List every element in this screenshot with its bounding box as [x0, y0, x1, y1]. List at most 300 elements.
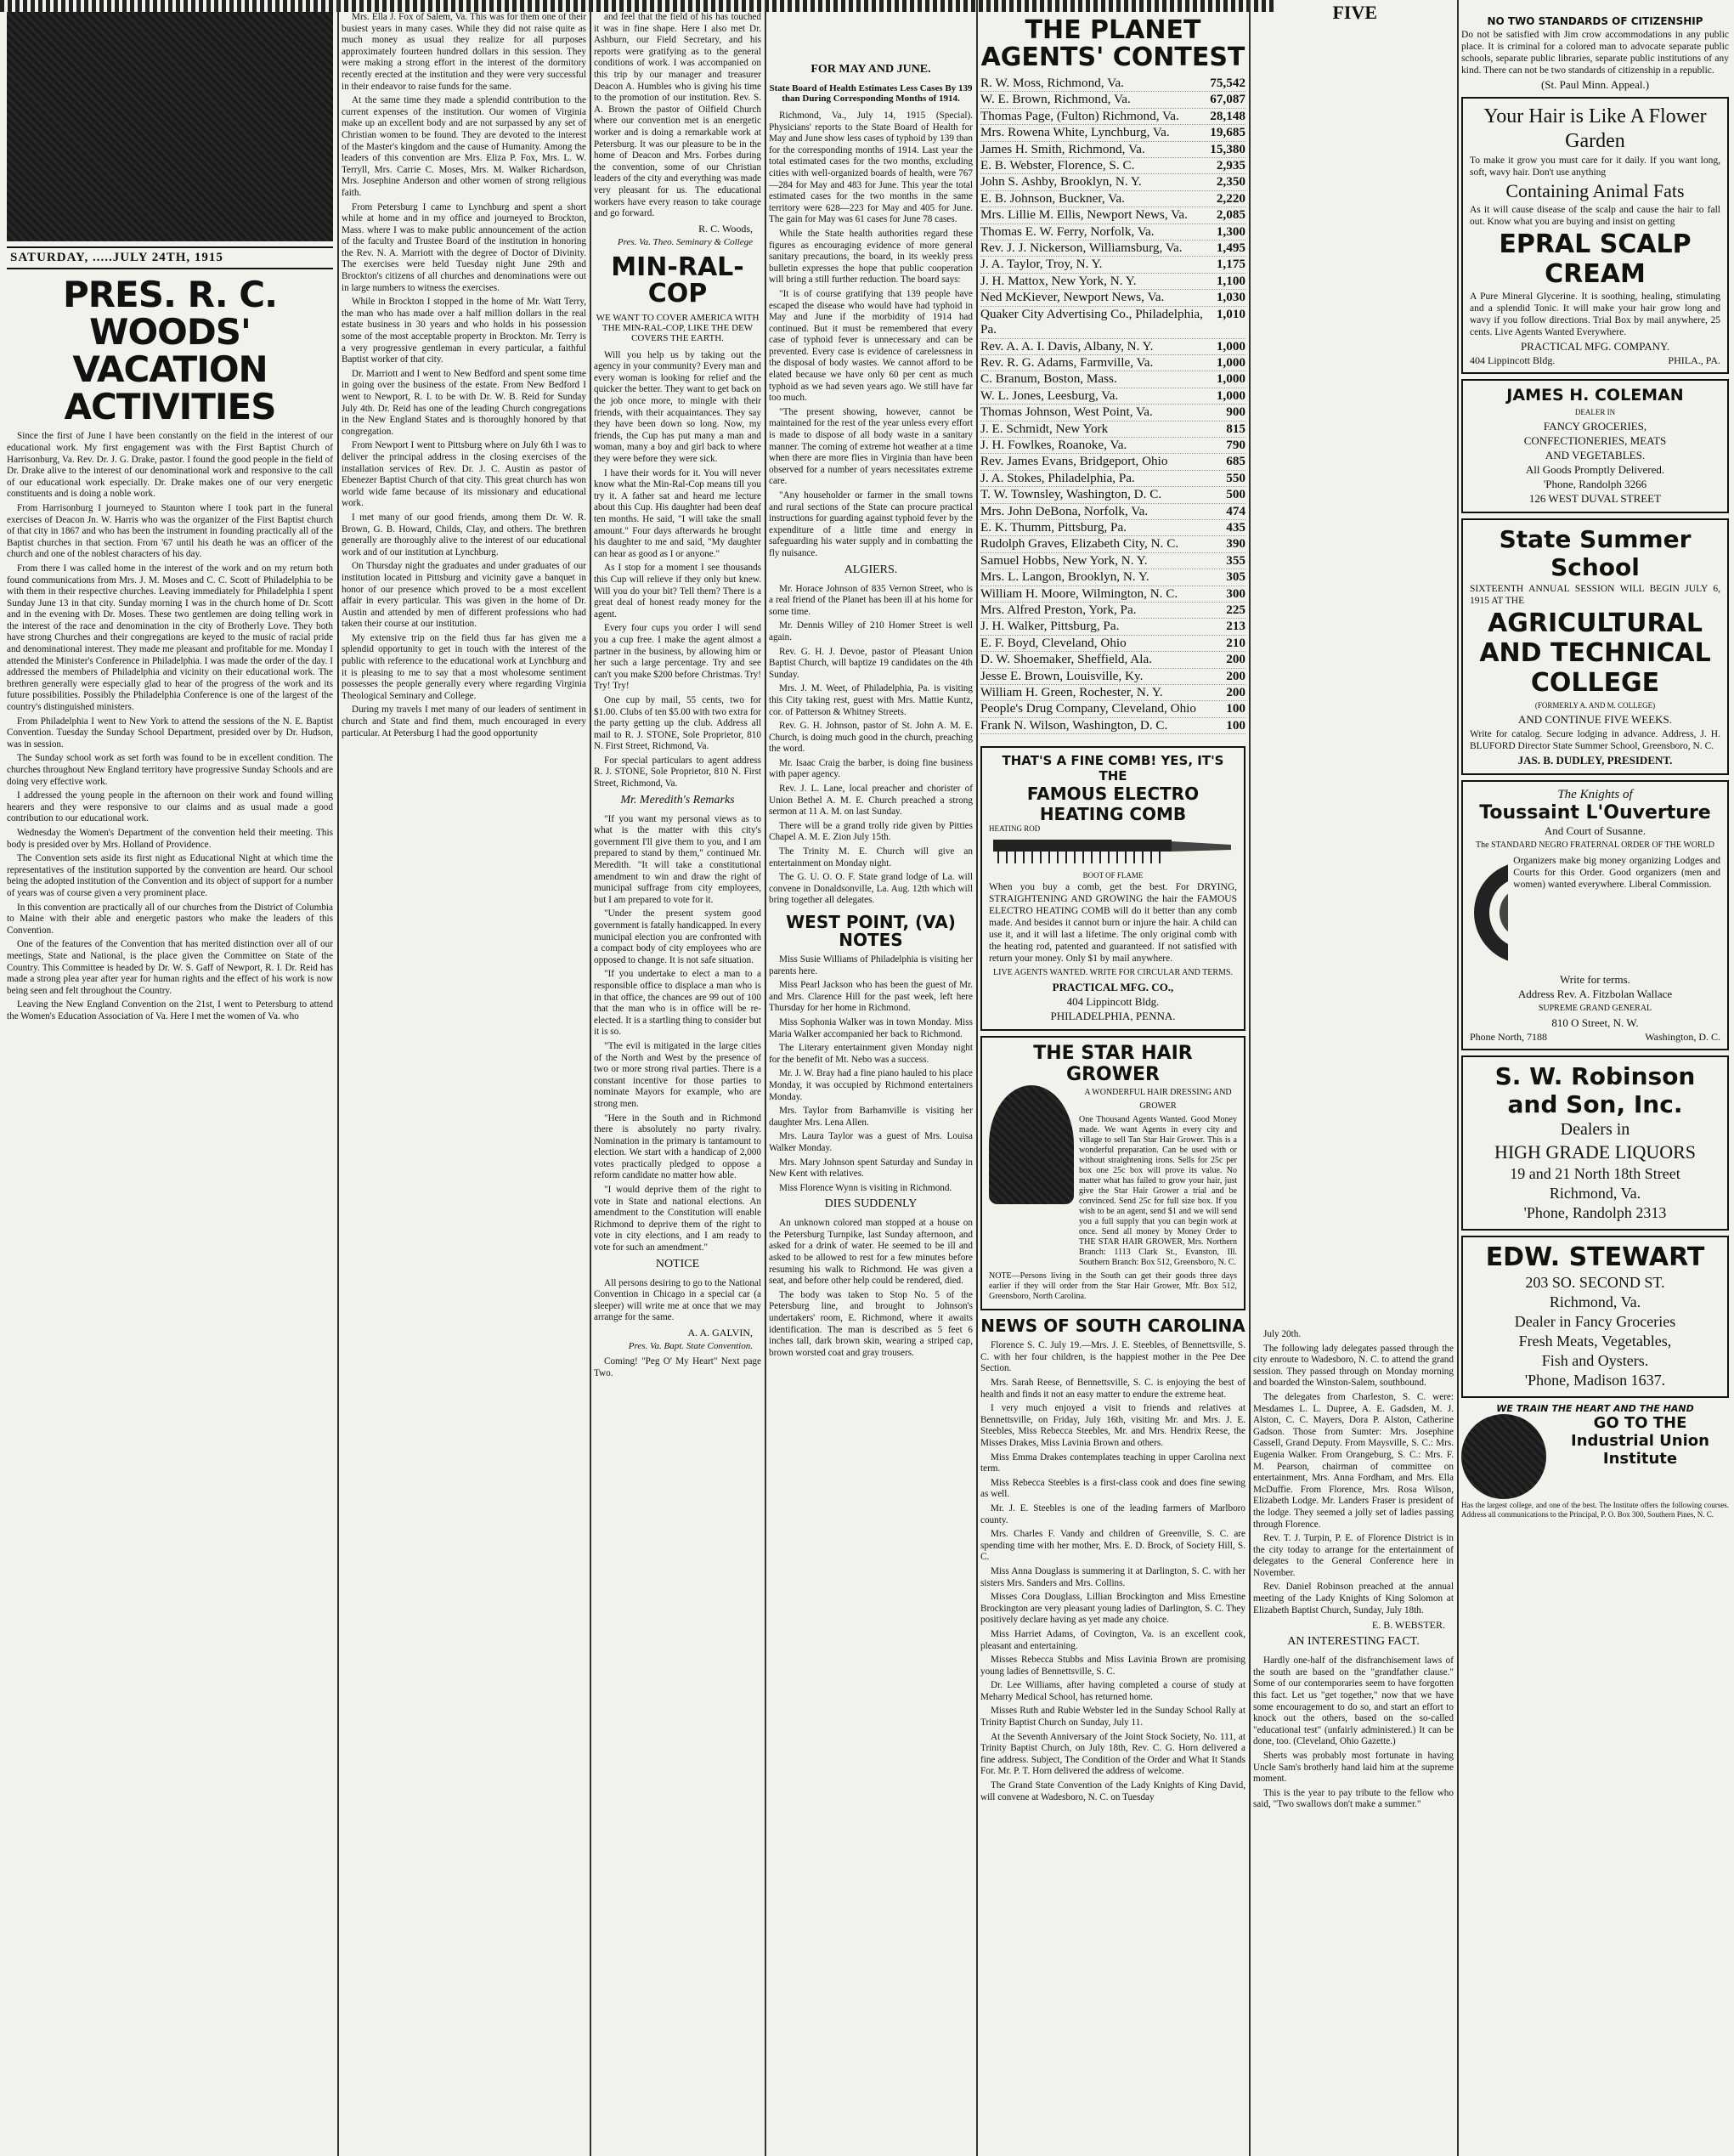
contest-agent: Rudolph Graves, Elizabeth City, N. C. — [980, 536, 1179, 552]
contest-row — [980, 191, 1245, 207]
contest-votes: 355 — [1226, 552, 1245, 568]
news-item: Rev. G. H. J. Devoe, pastor of Pleasant Union Baptist Church, will baptize 19 candidates on the 4th Sunday. — [769, 646, 973, 680]
contest-votes: 75,542 — [1210, 76, 1245, 90]
news-item: The Grand State Convention of the Lady Knights of King David, will convene at Wadesboro, N. C. on Tuesday — [980, 1780, 1245, 1802]
contest-agent: J. H. Mattox, New York, N. Y. — [980, 273, 1137, 288]
contest-row — [980, 569, 1245, 586]
paragraph: "If you want my personal views as to what is the matter with this city's government I'll give them to you, and I am prepared to stand by them," continued Mr. Meredith. "It will take a constitutional amendment to win and draw the right of municipal suffrage from city employees, but I am prepared to vote for it. — [594, 813, 761, 905]
contest-agent: Ned McKiever, Newport News, Va. — [980, 290, 1165, 305]
knight-emblem-icon — [1470, 853, 1508, 972]
star-sub: A WONDERFUL HAIR DRESSING AND GROWER — [1084, 1088, 1232, 1112]
hair-head2: Garden — [1565, 130, 1625, 152]
contest-votes: 1,100 — [1216, 273, 1245, 288]
comb-label2: BOOT OF FLAME — [1082, 871, 1144, 880]
typhoid-body — [769, 110, 973, 560]
contest-agent: E. K. Thumm, Pittsburg, Pa. — [980, 519, 1127, 535]
coleman-l3: AND VEGETABLES. — [1545, 449, 1646, 461]
summer-head: State Summer School — [1499, 525, 1692, 581]
dies-head: DIES SUDDENLY — [824, 1197, 918, 1211]
contest-votes: 2,935 — [1216, 158, 1245, 173]
contest-row — [980, 307, 1245, 339]
contest-votes: 100 — [1226, 717, 1245, 733]
paragraph: As I stop for a moment I see thousands this Cup will relieve if they only but knew. Will you do your bit? Tell them? There is a great deal of honest ready money for the agent. — [594, 563, 761, 620]
typhoid-sub: State Board of Health Estimates Less Cases By 139 than During Corresponding Months of 1914. — [769, 83, 973, 104]
contest-agent: James H. Smith, Richmond, Va. — [980, 141, 1145, 156]
stewart-city: Richmond, Va. — [1549, 1293, 1641, 1310]
news-item: Mr. Dennis Willey of 210 Homer Street is well again. — [769, 620, 973, 642]
train-head: WE TRAIN THE HEART AND THE HAND — [1496, 1403, 1694, 1414]
news-item: Miss Emma Drakes contemplates teaching in upper Carolina next term. — [980, 1451, 1245, 1474]
stewart-address: 203 SO. SECOND ST. — [1525, 1274, 1665, 1291]
news-item: The following lady delegates passed through the city enroute to Wadesboro, N. C. to attend the grand session. They passed through on Monday morning and boarded the Winston-Salem, southbound. — [1253, 1343, 1454, 1389]
coleman-name: JAMES H. COLEMAN — [1506, 386, 1684, 405]
std-source: (St. Paul Minn. Appeal.) — [1540, 78, 1650, 91]
article-woods-body — [7, 431, 333, 1022]
contest-agent: William H. Moore, Wilmington, N. C. — [980, 586, 1178, 601]
contest-agent: R. W. Moss, Richmond, Va. — [980, 76, 1124, 90]
contest-row — [980, 290, 1245, 306]
column-4 — [769, 12, 973, 1361]
comb-text: When you buy a comb, get the best. For DRYING, STRAIGHTENING AND GROWING the hair the FAMOUS ELECTRO HEATING COMB will do it better than any comb made. And besides it cannot burn or injure the hair. A child can use it, and it will last a lifetime. The only original comb with the heating rod, patented and guaranteed. If not satisfied with return your money. Only $1 by mail anywhere. — [989, 882, 1237, 965]
paragraph: "Under the present system good government is fatally handicapped. In every municipal election you are confronted with a compact body of city employees who are opposed to change. It is not safe situation. — [594, 908, 761, 965]
hair-head3: Containing Animal Fats — [1505, 180, 1685, 201]
contest-row — [980, 174, 1245, 190]
nsc-continued — [1253, 1329, 1454, 1616]
contest-votes: 2,085 — [1216, 207, 1245, 223]
news-item: The Trinity M. E. Church will give an entertainment on Monday night. — [769, 846, 973, 869]
notice-sig: A. A. GALVIN, — [687, 1327, 753, 1338]
contest-row — [980, 586, 1245, 603]
minralcop-body — [594, 350, 761, 790]
contest-votes: 1,300 — [1216, 224, 1245, 239]
contest-row — [980, 603, 1245, 619]
contest-agent: J. A. Taylor, Troy, N. Y. — [980, 257, 1103, 272]
news-item: Rev. J. L. Lane, local preacher and chorister of Union Bethel A. M. E. Church preached a strong sermon at 11 A. M. on last Sunday. — [769, 784, 973, 818]
news-item: Miss Anna Douglass is summering it at Darlington, S. C. with her sisters Mrs. Sanders and Mrs. Collins. — [980, 1565, 1245, 1588]
contest-votes: 1,000 — [1216, 371, 1245, 387]
news-item: July 20th. — [1263, 1329, 1302, 1339]
paragraph: From Petersburg I came to Lynchburg and spent a short while at home and in my office and journeyed to Brockton, Mass. where I was to make public announcement of the action of the faculty and Trustee Board of the institution in honoring the Rev. N. A. Marriott with the degree of Doctor of Divinity. The exercises were held Tuesday night June 29th and Brockton's citizens of all churches and denominations were out in large numbers to witness the exercises. — [342, 201, 586, 293]
news-item: The G. U. O. O. F. State grand lodge of La. will convene in Donaldsonville, La. Aug. 12th which will bring together all delegates. — [769, 872, 973, 906]
paragraph: From there I was called home in the interest of the work and on my return both found communications from Mrs. J. M. Moses and C. C. Scott of Philadelphia to be with them in their respective churches. Leaving immediately for Philadelphia I spent Sunday June 13 in that city. Sunday morning I was in the church home of Dr. Scott and in the evening with Dr. Moses. These two gentlemen are doing telling work in the interest of the race and denomination in the city of Brotherly Love. They both have strong Churches and their congregations are keyed to the music of racial pride and denominational interest. They made me pleasant and profitable for me. Monday I attended the Minister's Conference in Philadelphia. I was made the order of the day. I addressed the members of Philadelphia and vicinity on their educational work. The brethren generally were especially glad to hear of the progress of the work and its future possibilities. Possibly the Philadelphia Conference is one of the largest of the country's distinguished ministers. — [7, 563, 333, 713]
contest-agent: Rev. R. G. Adams, Farmville, Va. — [980, 354, 1154, 370]
robinson-name: S. W. Robinson and Son, Inc. — [1494, 1062, 1696, 1118]
contest-agent: J. H. Fowlkes, Roanoke, Va. — [980, 437, 1127, 452]
contest-row — [980, 158, 1245, 174]
signature-title: Pres. Va. Theo. Seminary & College — [617, 236, 753, 247]
contest-votes: 685 — [1226, 454, 1245, 469]
nsc-body — [980, 1340, 1245, 1803]
contest-agent: E. B. Webster, Florence, S. C. — [980, 158, 1135, 173]
coleman-l4: All Goods Promptly Delivered. — [1525, 463, 1665, 476]
knights-write: Write for terms. — [1560, 973, 1630, 986]
ham-text: Sherts was probably most fortunate in having Uncle Sam's brotherly hand laid him at the supreme moment. — [1253, 1751, 1454, 1785]
contest-agent: Quaker City Advertising Co., Philadelphia, Pa. — [980, 306, 1203, 337]
contest-row — [980, 422, 1245, 438]
paragraph: Wednesday the Women's Department of the convention held their meeting. This body is presided over by Mrs. Holland of Providence. — [7, 827, 333, 850]
std-text: Do not be satisfied with Jim crow accommodations in any public place. It is criminal for a colored man to advocate separate public schools, separate public libraries, separate public institutions of any kind. There can not be two standards of citizenship in a republic. — [1461, 30, 1729, 76]
stewart-phone: 'Phone, Madison 1637. — [1524, 1372, 1666, 1389]
nsc-sig: E. B. WEBSTER. — [1371, 1619, 1445, 1632]
paragraph: I have their words for it. You will never know what the Min-Ral-Cop means till you try it. A father sat and heard me lecture about this Cup. His daughter had been deaf ten months. He said, "I will take the small amount." Four days afterwards he brought his daughter to me and said, "My daughter can hear as good as I or anyone." — [594, 467, 761, 559]
news-item: Mrs. J. M. Weet, of Philadelphia, Pa. is visiting this City taking rest, guest with Mrs. Mattie Kuntz, cor. of Patterson & Whitney Streets. — [769, 683, 973, 717]
star-head: THE STAR HAIR GROWER — [1033, 1043, 1193, 1086]
contest-votes: 435 — [1226, 519, 1245, 535]
epral-ad — [1461, 97, 1729, 374]
column-rule — [765, 0, 766, 2156]
news-item: Rev. T. J. Turpin, P. E. of Florence District is in the city today to arrange for the entertainment of delegates to the General Conference here in November. — [1253, 1533, 1454, 1578]
news-item: Miss Susie Williams of Philadelphia is visiting her parents here. — [769, 954, 973, 976]
robinson-l4: Richmond, Va. — [1549, 1185, 1641, 1202]
knights-text: Organizers make big money organizing Lodges and Courts for this Order. Good organizers (men and women) wanted everywhere. Liberal Commission. — [1513, 856, 1720, 890]
summer-college: AGRICULTURAL AND TECHNICAL COLLEGE — [1479, 608, 1711, 698]
dateline: SATURDAY, .....JULY 24TH, 1915 — [7, 246, 333, 269]
contest-votes: 474 — [1226, 503, 1245, 518]
news-item: There will be a grand trolly ride given by Pitties Chapel A. M. E. Zion July 15th. — [769, 820, 973, 843]
knights-address: Address Rev. A. Fitzbolan Wallace — [1517, 987, 1673, 1000]
column-3 — [594, 12, 761, 1382]
epral-city: PHILA., PA. — [1668, 354, 1720, 366]
contest-agent: Rev. A. A. I. Davis, Albany, N. Y. — [980, 338, 1154, 354]
robinson-l1: Dealers in — [1560, 1120, 1630, 1139]
column-2 — [342, 12, 586, 742]
robinson-l2: HIGH GRADE LIQUORS — [1494, 1141, 1697, 1163]
paragraph: From Philadelphia I went to New York to attend the sessions of the N. E. Baptist Convention. Tuesday the Sunday School Department, presided over by Dr. Hudson, was in session. — [7, 716, 333, 750]
hair-text2: As it will cause disease of the scalp and cause the hair to fall out. Know what you are buying and insist on getting — [1470, 205, 1720, 227]
dies-body — [769, 1218, 973, 1359]
knights-name: Toussaint L'Ouverture — [1479, 802, 1711, 823]
paragraph: In this convention are practically all of our churches from the District of Columbia to Maine with their able and energetic pastors who make the leaders of this Convention. — [7, 902, 333, 936]
contest-votes: 1,175 — [1216, 257, 1245, 272]
hand-heart-icon — [1461, 1414, 1546, 1499]
contest-agent: Samuel Hobbs, New York, N. Y. — [980, 552, 1148, 568]
news-item: Mr. J. E. Steebles is one of the leading farmers of Marlboro county. — [980, 1502, 1245, 1525]
paragraph: At the same time they made a splendid contribution to the current expenses of the institution. Our women of Virginia make up an excellent body and are not surpassed by any set of Christian women to be found. They are devoted to the interest of the Master's kingdom and the cause of Humanity. Among the leaders of this convention are Mrs. Eliza P. Fox, Mrs. L. W. Terryll, Mrs. Carrie C. Moses, Mrs. M. Walker Richardson, Mrs. Josephine Anderson and other women of strong religious faith. — [342, 95, 586, 198]
contest-row — [980, 652, 1245, 668]
coleman-l1: FANCY GROCERIES, — [1543, 420, 1647, 433]
minralcop-sub: WE WANT TO COVER AMERICA WITH THE MIN-RAL-COP, LIKE THE DEW COVERS THE EARTH. — [596, 312, 760, 343]
contest-agent: People's Drug Company, Cleveland, Ohio — [980, 701, 1196, 716]
page-number: FIVE — [1332, 2, 1377, 23]
star-text: One Thousand Agents Wanted. Good Money made. We want Agents in every city and village to sell Tan Star Hair Grower. This is a wonderful preparation. Can be used with or without straightening irons. Sells for 25c per box one 25c box will prove its value. No matter what has failed to grow your hair, just give the Star Hair Grower a trial and be convinced. Send 25c for full size box. If you wish to be an agent, send $1 and we will send you a full supply that you can begin work at once. Send all money by Money Order to THE STAR HAIR GROWER, Mrs. Northern Branch: 1113 Clark St., Evanston, Ill. Southern Branch: Box 512, Greensboro, N. C. — [1079, 1115, 1237, 1268]
westpoint-head: WEST POINT, (VA) NOTES — [786, 912, 956, 950]
knights-street: 810 O Street, N. W. — [1551, 1016, 1639, 1029]
news-item: Mr. Horace Johnson of 835 Vernon Street, who is a real friend of the Planet has been ill at his home for some time. — [769, 583, 973, 617]
knights-l2: And Court of Susanne. — [1544, 824, 1646, 837]
contest-row — [980, 438, 1245, 454]
meredith-head: Mr. Meredith's Remarks — [620, 793, 735, 806]
contest-agent: Thomas E. W. Ferry, Norfolk, Va. — [980, 224, 1155, 239]
contest-row — [980, 405, 1245, 421]
contest-row — [980, 471, 1245, 487]
contest-row — [980, 636, 1245, 652]
contest-votes: 1,030 — [1216, 290, 1245, 305]
contest-row — [980, 685, 1245, 701]
epral-address: 404 Lippincott Bldg. — [1470, 354, 1556, 366]
contest-agent: Mrs. Lillie M. Ellis, Newport News, Va. — [980, 207, 1188, 223]
contest-agent: Thomas Page, (Fulton) Richmond, Va. — [980, 108, 1179, 123]
train-name: Industrial Union Institute — [1571, 1432, 1709, 1468]
contest-row — [980, 76, 1245, 92]
contest-row — [980, 257, 1245, 273]
paragraph: Since the first of June I have been constantly on the field in the interest of our educational work. My first engagement was with the First Baptist Church of Harrisonburg, Va. Rev. Dr. J. G. Drake, pastor. I found the good people in the field of Dr. Drake alive to the interest of our denominational work and responsive to the call of our educational work especially. Dr. Drake makes one of our very energetic constituents and is doing a noble work. — [7, 431, 333, 500]
contest-votes: 213 — [1226, 619, 1245, 634]
paragraph: Leaving the New England Convention on the 21st, I went to Petersburg to attend the Women's Education Association of Va. Here I met the women of Va. who — [7, 999, 333, 1021]
paragraph: "If you undertake to elect a man to a responsible office to displace a man who is in that office, the chances are 99 out of 100 that the man who is in office will be re-elected. It is a startling thing to consider but it is so. — [594, 969, 761, 1038]
paragraph: "The evil is mitigated in the large cities of the North and West by the presence of two or more strong rival parties. There is a constant incentive for those parties to nominate Mayors for example, who are strong men. — [594, 1040, 761, 1109]
article-woods-end — [594, 12, 761, 220]
news-item: Rev. Daniel Robinson preached at the annual meeting of the Lady Knights of King Solomon at Elizabeth Baptist Church, Sunday, July 18th. — [1253, 1582, 1454, 1616]
contest-row — [980, 669, 1245, 685]
coleman-ad — [1461, 379, 1729, 513]
news-item: Dr. Lee Williams, after having completed a course of study at Meharry Medical School, has returned home. — [980, 1680, 1245, 1702]
contest-agent: J. A. Stokes, Philadelphia, Pa. — [980, 470, 1135, 485]
summer-former: (FORMERLY A. AND M. COLLEGE) — [1534, 701, 1656, 710]
contest-votes: 815 — [1226, 421, 1245, 436]
contest-row — [980, 536, 1245, 552]
epral-company: PRACTICAL MFG. COMPANY. — [1520, 340, 1670, 353]
stewart-ad — [1461, 1236, 1729, 1398]
paragraph: On Thursday night the graduates and under graduates of our institution located in Pittsburg and vicinity gave a banquet in honor of our presence which proved to be a most excellent affair in every particular. This was given in the home of Dr. Austin and attended by men of different professions who had taken their course at our institution. — [342, 561, 586, 630]
star-note: NOTE—Persons living in the South can get their goods three days earlier if they will order from the Star Hair Grower, Mfr. Box 512, Greensboro, North Carolina. — [989, 1271, 1237, 1302]
paragraph: One of the features of the Convention that has merited distinction over all of our meetings, State and National, is the place given the Committee on State of the Country. This Committee is headed by Dr. W. S. Gaff of Newport, R. I. Dr. Reid has made a strong plea year after year for human rights and the effect of his work is now being seen and felt throughout the Country. — [7, 939, 333, 996]
contest-agent: Frank N. Wilson, Washington, D. C. — [980, 717, 1168, 733]
train-go: GO TO THE — [1593, 1414, 1687, 1432]
paragraph: "I would deprive them of the right to vote in State and national elections. An amendment to the Constitution will enable Richmond to deprive them of the right to vote in city elections, and I am ready to vote for such an amendment." — [594, 1185, 761, 1253]
knights-l1: The Knights of — [1557, 788, 1633, 801]
notice-text: All persons desiring to go to the National Convention in Chicago in a special car (a sleeper) will write me at once that we may arrange for the same. — [594, 1277, 761, 1323]
contest-votes: 200 — [1226, 652, 1245, 667]
contest-votes: 1,000 — [1216, 354, 1245, 370]
contest-agent: W. L. Jones, Leesburg, Va. — [980, 388, 1119, 403]
coleman-phone: 'Phone, Randolph 3266 — [1543, 478, 1647, 490]
std-head: NO TWO STANDARDS OF CITIZENSHIP — [1487, 15, 1703, 27]
paragraph: Richmond, Va., July 14, 1915 (Special). Physicians' reports to the State Board of Health for May and June show less cases of typhoid by 139 than for the corresponding months of 1914. Last year the total estimated cases for the two months, excluding cities with well-organized boards of health, were 767—284 for May and 483 for June. This year the total estimated cases for the two months in the same territory were 628—223 for May and 405 for June. The gain for May was 61 cases for June 78 cases. — [769, 110, 973, 225]
algiers-body — [769, 584, 973, 907]
hair-text: To make it grow you must care for it daily. If you want long, soft, wavy hair. Don't use anything — [1470, 156, 1720, 178]
news-item: Mrs. Laura Taylor was a guest of Mrs. Louisa Walker Monday. — [769, 1131, 973, 1153]
coleman-address: 126 WEST DUVAL STREET — [1528, 492, 1662, 505]
contest-row — [980, 718, 1245, 734]
contest-row — [980, 504, 1245, 520]
paragraph: From Harrisonburg I journeyed to Staunton where I took part in the funeral exercises of Deacon Jn. W. Harris who was the organizer of the First Baptist church of that city in 1867 and who has been the instrument in founding practically all of the Baptist churches in that section. From '67 until his death he was an officer of the church and one of the noblest characters of his day. — [7, 502, 333, 560]
contest-votes: 300 — [1226, 586, 1245, 601]
typhoid-head: FOR MAY AND JUNE. — [811, 63, 931, 76]
headline-woods: PRES. R. C. WOODS' VACATION ACTIVITIES — [62, 274, 278, 428]
robinson-l3: 19 and 21 North 18th Street — [1510, 1165, 1680, 1182]
comb-city: PHILADELPHIA, PENNA. — [1050, 1010, 1176, 1023]
paragraph: The Convention sets aside its first night as Educational Night at which time the representatives of the institution supported by the convention are heard. Our school being the adopted institution of the Convention and its object of support for a number of years was of course given a very prominent place. — [7, 853, 333, 898]
headline-minralcop: MIN-RAL-COP — [611, 252, 744, 309]
paragraph: During my travels I met many of our leaders of sentiment in church and State and find them, much encouraged in every particular. At Petersburg I had the good opportunity — [342, 705, 586, 738]
contest-votes: 200 — [1226, 668, 1245, 683]
comb-head2: FAMOUS ELECTRO HEATING COMB — [1026, 784, 1200, 825]
coming-note: Coming! "Peg O' My Heart" Next page Two. — [594, 1356, 761, 1378]
contest-row — [980, 520, 1245, 536]
paragraph: "It is of course gratifying that 139 people have escaped the disease who would have had typhoid in May and June if the morbidity of 1914 had continued. But it must be remembered that every case of typhoid fever is unnecessary and can be prevented. Every case is evidence of carelessness in the disposal of body wastes. We cannot afford to be elated because we have only 60 per cent as much typhoid as we had seven years ago. We still have far too much. — [769, 288, 973, 404]
contest-votes: 305 — [1226, 569, 1245, 585]
column-rule — [1457, 0, 1459, 2156]
knights-phone: Phone North, 7188 — [1470, 1031, 1547, 1043]
paragraph: Dr. Marriott and I went to New Bedford and spent some time in going over the business of the estate. From New Bedford I went to Newport, R. I. to be with Dr. W. B. Reid for Sunday July 4th. Dr. Reid has one of the leading Church congregations in the New England States and is thoroughly honored by that congregation. — [342, 368, 586, 437]
meredith-body — [594, 814, 761, 1254]
portrait-photo — [7, 12, 333, 241]
news-item: Misses Ruth and Rubie Webster led in the Sunday School Rally at Trinity Baptist Church on Sunday, July 11. — [980, 1706, 1245, 1729]
contest-row — [980, 109, 1245, 125]
news-item: Miss Harriet Adams, of Covington, Va. is an excellent cook, pleasant and entertaining. — [980, 1628, 1245, 1651]
contest-agent: Rev. J. J. Nickerson, Williamsburg, Va. — [980, 240, 1183, 256]
contest-votes: 210 — [1226, 635, 1245, 650]
paragraph: "The present showing, however, cannot be maintained for the rest of the year unless every effort is made to dispose of all body waste in a sanitary manner. The coming of extreme hot weather at a time when there are more flies in Virginia than have been observed for a number of years necessitates extreme care. — [769, 406, 973, 487]
news-item: At the Seventh Anniversary of the Joint Stock Society, No. 111, at Trinity Baptist Church, on July 18th, Rev. C. G. Horn delivered a fine address. Subject, The Condition of the Order and What It Stands For. Mr. P. T. Horn delivered the address of welcome. — [980, 1731, 1245, 1777]
contest-row — [980, 92, 1245, 108]
paragraph: From Newport I went to Pittsburg where on July 6th I was to deliver the principal address in the closing exercises of the installation services of Rev. Dr. J. C. Austin as pastor of Ebenezer Baptist Church of that city. This great church has won world wide fame because of its missionary and educational work. — [342, 440, 586, 509]
news-item: I very much enjoyed a visit to friends and relatives at Bennettsville, on Friday, July 16th, visiting Mr. and Mrs. J. E. Steebles, Miss Rebecca Steebles, Mr. and Mrs. Hendrix Reese, the Misses Drakes, Miss Lavinia Brown and others. — [980, 1403, 1245, 1448]
contest-row — [980, 224, 1245, 240]
interesting-text: Hardly one-half of the disfranchisement laws of the south are based on the "grandfather clause." Some of our contemporaries seem to have forgotten this fact. Let us "get together," now that we have some encouragement to do so, and start an effort to knock out the others, based on the so-called "educational test" (unfairly administered.) It can be done, too. (Cleveland, Ohio Gazette.) — [1253, 1655, 1454, 1747]
contest-votes: 2,350 — [1216, 174, 1245, 190]
comb-head1: THAT'S A FINE COMB! YES, IT'S THE — [1002, 753, 1224, 784]
contest-votes: 225 — [1226, 603, 1245, 617]
news-item: The delegates from Charleston, S. C. were: Mesdames L. L. Dupree, A. E. Gadsden, M. J. Alston, C. C. Mayers, Dora P. Alston, Catherine Gadson. Those from Sumter: Mrs. Josephine Cassell, Grand Deputy. From Maysville, S. C.: Mrs. Eugenia Walker. From Orangeburg, S. C.: Mrs. F. M. Pearson, chairman of committee on entertainment, Mrs. Anna Fordham, and Mrs. Ella McDuffie. From Florence, Mrs. Rosa Wilson, Elizabeth Lodge. Mr. Landers Fraser is president of the lodge. They seemed a jolly set of ladies passing through Florence. — [1253, 1391, 1454, 1530]
contest-votes: 1,000 — [1216, 388, 1245, 403]
contest-agent: D. W. Shoemaker, Sheffield, Ala. — [980, 652, 1153, 667]
woman-silhouette-icon — [989, 1085, 1074, 1204]
summer-text: Write for catalog. Secure lodging in advance. Address, J. H. BLUFORD Director State Summer School, Greensboro, N. C. — [1470, 729, 1720, 751]
paragraph: I met many of our good friends, among them Dr. W. R. Brown, G. B. Howard, Childs, Clay, and others. The brethren generally are thoroughly alive to the interest of our educational work and of our institution at Lynchburg. — [342, 512, 586, 557]
news-item: Mrs. Mary Johnson spent Saturday and Sunday in New Kent with relatives. — [769, 1157, 973, 1180]
contest-votes: 200 — [1226, 685, 1245, 700]
comb-company: PRACTICAL MFG. CO., — [1052, 981, 1174, 994]
news-item: Miss Florence Wynn is visiting in Richmond. — [779, 1182, 952, 1193]
westpoint-body — [769, 954, 973, 1194]
news-item: Mrs. Sarah Reese, of Bennettsville, S. C. is enjoying the best of health and finds it not an easy matter to endure the extreme heat. — [980, 1378, 1245, 1400]
article-woods-continued — [342, 12, 586, 739]
stewart-l3: Fish and Oysters. — [1541, 1352, 1649, 1369]
contest-row — [980, 553, 1245, 569]
hair-head1: Your Hair is Like A Flower — [1483, 105, 1707, 127]
news-item: Misses Cora Douglass, Lillian Brockington and Miss Ernestine Brockington are very pleasant young ladies of Darlington, S. C. They positively declare having as yet made any choice. — [980, 1592, 1245, 1626]
summer-sub: SIXTEENTH ANNUAL SESSION WILL BEGIN JULY 6, 1915 AT THE — [1470, 584, 1720, 606]
contest-votes: 15,380 — [1210, 141, 1245, 156]
column-rule — [976, 0, 978, 2156]
contest-votes: 100 — [1226, 701, 1245, 716]
comb-agents: LIVE AGENTS WANTED. WRITE FOR CIRCULAR AND TERMS. — [993, 968, 1233, 978]
stewart-l2: Fresh Meats, Vegetables, — [1518, 1333, 1672, 1350]
contest-votes: 1,010 — [1216, 306, 1245, 321]
contest-row — [980, 240, 1245, 257]
summer-sig: JAS. B. DUDLEY, PRESIDENT. — [1517, 754, 1673, 767]
column-rule — [590, 0, 591, 2156]
epral-text: A Pure Mineral Glycerine. It is soothing, healing, stimulating and a splendid Tonic. It will make your hair grow long and wavy if you follow directions. Trial Box by mail anywhere, 25 cents. Live Agents Wanted Everywhere. — [1470, 291, 1720, 337]
column-rule — [337, 0, 339, 2156]
contest-votes: 900 — [1226, 405, 1245, 420]
news-item: The Literary entertainment given Monday night for the benefit of Mt. Nebo was a success. — [769, 1043, 973, 1065]
contest-agent: E. B. Johnson, Buckner, Va. — [980, 190, 1125, 206]
robinson-ad — [1461, 1055, 1729, 1231]
contest-agent: T. W. Townsley, Washington, D. C. — [980, 487, 1162, 502]
contest-row — [980, 274, 1245, 290]
contest-votes: 390 — [1226, 536, 1245, 552]
nsc-head: NEWS OF SOUTH CAROLINA — [980, 1316, 1245, 1337]
paragraph: The Sunday school work as set forth was found to be in excellent condition. The churches throughout New England territory have progressive Sunday Schools and are doing very effective work. — [7, 753, 333, 787]
epral-head: EPRAL SCALP CREAM — [1499, 229, 1692, 289]
algiers-head: ALGIERS. — [844, 563, 898, 576]
news-item: Mr. J. W. Bray had a fine piano hauled to his place Monday, it was occupied by Richmond entertainers Monday. — [769, 1068, 973, 1102]
ham-text2: This is the year to pay tribute to the fellow who said, "Two swallows don't make a summer." — [1253, 1787, 1454, 1810]
contest-votes: 19,685 — [1210, 125, 1245, 140]
contest-row — [980, 339, 1245, 355]
contest-votes: 67,087 — [1210, 92, 1245, 107]
contest-row — [980, 207, 1245, 224]
paragraph: and feel that the field of his has touched it was in fine shape. Here I also met Dr. Ashburn, our Field Secretary, and his reports were gratifying as to the general conditions of work. I was accompanied on this trip by our manager and treasurer Deacon A. Humbles who is giving his time to the promotion of our institution. Rev. S. A. Brown the pastor of Oilfield Church where our convention met is an energetic worker and is doing a remarkable work at Petersburg. It was our pleasure to be in the home of Deacon and Mrs. Forbes during the convention, some of our Christian leaders of the city and everything was made very pleasant for us. The educational workers have every reason to take courage and go forward. — [594, 12, 761, 219]
news-item: Mrs. Charles F. Vandy and children of Greenville, S. C. are spending time with her mother, Mrs. E. D. Brock, of Society Hill, S. C. — [980, 1529, 1245, 1563]
contest-row — [980, 487, 1245, 503]
contest-agent: J. H. Walker, Pittsburg, Pa. — [980, 619, 1120, 634]
paragraph: While in Brockton I stopped in the home of Mr. Watt Terry, the man who has made over a half million dollars in the real estate business in 30 years and who holds in his possession some of the most acceptable property in Brockton. Mr. Terry is a very progressive gentleman in every particular, a faithful Baptist worker of that city. — [342, 297, 586, 365]
contest-agent: E. F. Boyd, Cleveland, Ohio — [980, 635, 1127, 650]
contest-votes: 500 — [1226, 487, 1245, 502]
contest-row — [980, 388, 1245, 405]
paragraph: I addressed the young people in the afternoon on their work and found willing hearers and they were responsive to our claims and as usual made a good contribution to our educational work. — [7, 790, 333, 824]
knights-city: Washington, D. C. — [1645, 1031, 1720, 1043]
contest-row — [980, 142, 1245, 158]
paragraph: The body was taken to Stop No. 5 of the Petersburg line, and brought to Johnson's undertakers' room, E. Richmond, where it awaits identification. The man is described as 5 feet 6 inches tall, dark brown skin, wearing a striped cap, brown worsted coat and gray trousers. — [769, 1289, 973, 1358]
paragraph: While the State health authorities regard these figures as encouraging evidence of more general sanitary precautions, the board, in its weekly press bulletin expresses the hope that public cooperation will bring a still further reduction. The board says: — [769, 228, 973, 286]
knights-l3: The STANDARD NEGRO FRATERNAL ORDER OF THE WORLD — [1476, 840, 1714, 850]
contest-agent: Mrs. Rowena White, Lynchburg, Va. — [980, 125, 1170, 140]
contest-votes: 1,495 — [1216, 240, 1245, 256]
notice-head: NOTICE — [655, 1257, 700, 1270]
paragraph: An unknown colored man stopped at a house on the Petersburg Turnpike, last Sunday afternoon, and asked for a drink of water. He seemed to be ill and asked to be allowed to rest for a few minutes before resuming his walk to Richmond. He was given a seat, and before other help could be rendered, died. — [769, 1218, 973, 1287]
robinson-phone: 'Phone, Randolph 2313 — [1523, 1204, 1667, 1221]
contest-agent: William H. Green, Rochester, N. Y. — [980, 685, 1163, 700]
summer-school-ad — [1461, 518, 1729, 775]
contest-agent: Mrs. Alfred Preston, York, Pa. — [980, 603, 1137, 617]
comb-label1: HEATING ROD — [989, 824, 1041, 834]
news-item: Mrs. Taylor from Barhamville is visiting her daughter Mrs. Lena Allen. — [769, 1106, 973, 1128]
contest-row — [980, 371, 1245, 388]
comb-ad — [980, 746, 1245, 1031]
contest-votes: 1,000 — [1216, 338, 1245, 354]
contest-row — [980, 125, 1245, 141]
paragraph: One cup by mail, 55 cents, two for $1.00. Clubs of ten $5.00 with two extra for the party getting up the club. Address all mail to R. J. STONE, Sole Proprietor, 810 N. First Street, Richmond, Va. — [594, 694, 761, 752]
news-item: Mr. Isaac Craig the barber, is doing fine business with paper agency. — [769, 757, 973, 780]
knights-sg: SUPREME GRAND GENERAL — [1538, 1004, 1652, 1013]
contest-votes: 28,148 — [1210, 108, 1245, 123]
contest-agent: Jesse E. Brown, Louisville, Ky. — [980, 668, 1144, 683]
knights-ad — [1461, 780, 1729, 1050]
paragraph: For special particulars to agent address R. J. STONE, Sole Proprietor, 810 N. First Street, Richmond, Va. — [594, 755, 761, 789]
contest-agent: Rev. James Evans, Bridgeport, Ohio — [980, 454, 1168, 469]
paragraph: My extensive trip on the field thus far has given me a splendid opportunity to get in touch with the interest of the public with reference to the educational work at Lynchburg and it is pleasing to me to say that a most wholesome sentiment possesses the people generally every where regarding Virginia Theological Seminary and College. — [342, 632, 586, 701]
paragraph: "Here in the South and in Richmond there is absolutely no party rivalry. Nomination in the primary is tantamount to election. We start with a handicap of 2,000 votes practically pledged to oppose a reform candidate no matter how able. — [594, 1112, 761, 1181]
stewart-l1: Dealer in Fancy Groceries — [1514, 1313, 1676, 1330]
column-7 — [1461, 12, 1729, 1521]
contest-agent: C. Branum, Boston, Mass. — [980, 371, 1117, 387]
train-text: Has the largest college, and one of the best. The Institute offers the following courses. Address all communications to the Principal, P. O. Box 300, Southern Pines, N. C. — [1461, 1501, 1729, 1519]
paragraph: Mrs. Ella J. Fox of Salem, Va. This was for them one of their busiest years in many cases. While they did not raise quite as much money as usual they realize for all purposes approximately fourteen hundred dollars in this session. They were making a strong effort in the interest of the dormitory recently erected at the institution and they were very successful in their endeavor to raise funds for the same. — [342, 12, 586, 92]
coleman-l2: CONFECTIONERIES, MEATS — [1523, 434, 1667, 447]
summer-cont: AND CONTINUE FIVE WEEKS. — [1517, 713, 1673, 726]
column-1 — [7, 0, 333, 1025]
contest-votes: 2,220 — [1216, 190, 1245, 206]
column-5 — [980, 12, 1245, 1806]
notice-sig-title: Pres. Va. Bapt. State Convention. — [628, 1341, 753, 1351]
contest-title: THE PLANET AGENTS' CONTEST — [980, 15, 1245, 72]
paragraph: "Any householder or farmer in the small towns and rural sections of the State can procure practical instructions for guarding against typhoid fever by the expenditure of a little time and energy in safeguarding his water supply and in combatting the fly nuisance. — [769, 490, 973, 558]
contest-list — [980, 76, 1245, 734]
